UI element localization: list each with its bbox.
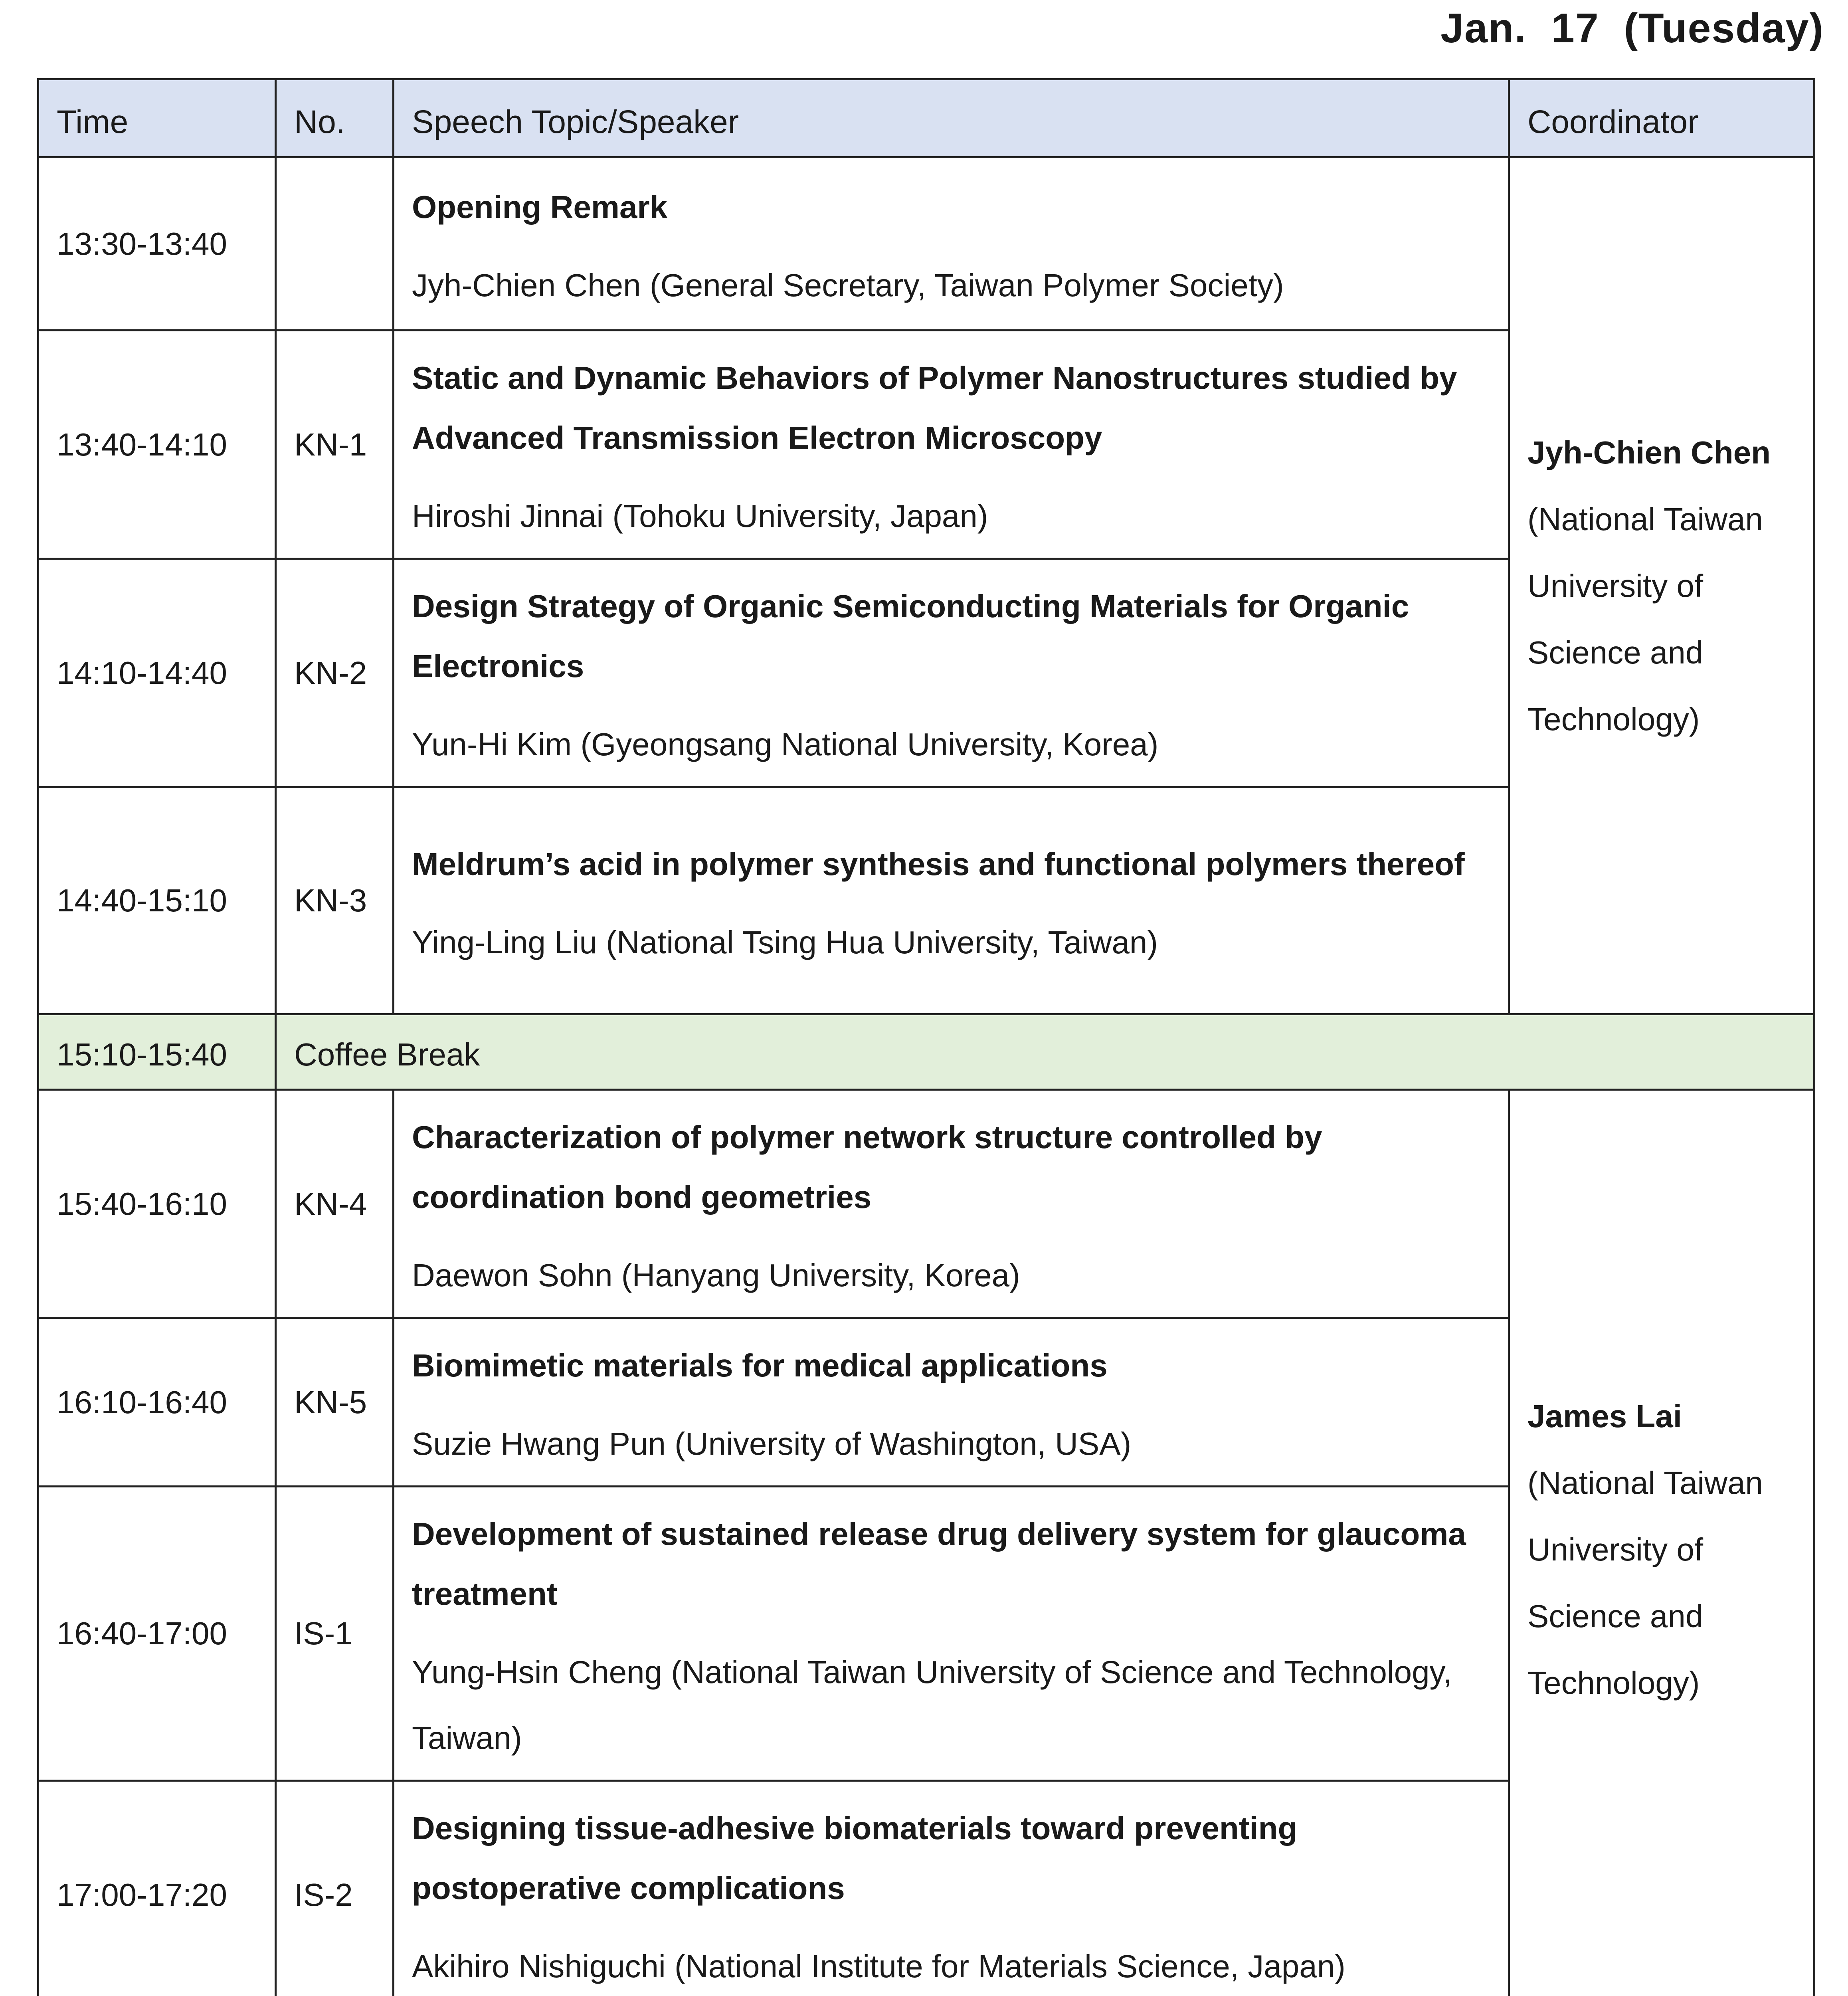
time-cell: 17:00-17:20 bbox=[38, 1781, 276, 1996]
no-cell: KN-3 bbox=[276, 787, 394, 1014]
talk-speaker: Yun-Hi Kim (Gyeongsang National University, Korea) bbox=[412, 711, 1490, 777]
talk-title: Opening Remark bbox=[412, 177, 1490, 237]
date-heading: Jan. 17 (Tuesday) bbox=[1440, 5, 1824, 52]
header-topic: Speech Topic/Speaker bbox=[394, 79, 1509, 157]
talk-title: Characterization of polymer network structure controlled by coordination bond geometries bbox=[412, 1107, 1490, 1227]
table-row bbox=[38, 1090, 1814, 1318]
time-cell: 16:10-16:40 bbox=[38, 1318, 276, 1487]
break-time: 15:10-15:40 bbox=[38, 1014, 276, 1090]
no-cell: IS-2 bbox=[276, 1781, 394, 1996]
header-coordinator: Coordinator bbox=[1509, 79, 1814, 157]
topic-cell bbox=[394, 1318, 1509, 1487]
talk-speaker: Ying-Ling Liu (National Tsing Hua University, Taiwan) bbox=[412, 909, 1490, 975]
coordinator-cell bbox=[1509, 1090, 1814, 1996]
topic-cell bbox=[394, 1781, 1509, 1996]
talk-speaker: Suzie Hwang Pun (University of Washington, USA) bbox=[412, 1411, 1490, 1477]
break-row bbox=[38, 1014, 1814, 1090]
topic-cell bbox=[394, 1487, 1509, 1781]
talk-title: Biomimetic materials for medical applications bbox=[412, 1336, 1490, 1396]
coordinator-affiliation: (National Taiwan University of Science and Technology) bbox=[1527, 1449, 1801, 1716]
time-cell: 15:40-16:10 bbox=[38, 1090, 276, 1318]
coordinator-affiliation: (National Taiwan University of Science and Technology) bbox=[1527, 486, 1801, 752]
table-row bbox=[38, 157, 1814, 331]
talk-speaker: Hiroshi Jinnai (Tohoku University, Japan) bbox=[412, 483, 1490, 549]
no-cell: KN-5 bbox=[276, 1318, 394, 1487]
time-cell: 13:40-14:10 bbox=[38, 331, 276, 559]
time-cell: 14:10-14:40 bbox=[38, 559, 276, 787]
no-cell: KN-1 bbox=[276, 331, 394, 559]
coordinator-cell bbox=[1509, 157, 1814, 1014]
no-cell: IS-1 bbox=[276, 1487, 394, 1781]
talk-title: Static and Dynamic Behaviors of Polymer Nanostructures studied by Advanced Transmission Electron Microscopy bbox=[412, 348, 1490, 468]
topic-cell bbox=[394, 331, 1509, 559]
schedule-table bbox=[37, 78, 1815, 1996]
topic-cell bbox=[394, 787, 1509, 1014]
topic-cell bbox=[394, 1090, 1509, 1318]
topic-cell bbox=[394, 559, 1509, 787]
talk-speaker: Akihiro Nishiguchi (National Institute for Materials Science, Japan) bbox=[412, 1933, 1490, 1996]
talk-title: Development of sustained release drug delivery system for glaucoma treatment bbox=[412, 1504, 1490, 1624]
time-cell: 13:30-13:40 bbox=[38, 157, 276, 331]
header-row bbox=[38, 79, 1814, 157]
talk-speaker: Daewon Sohn (Hanyang University, Korea) bbox=[412, 1242, 1490, 1308]
coordinator-name: Jyh-Chien Chen bbox=[1527, 419, 1801, 486]
topic-cell bbox=[394, 157, 1509, 331]
talk-title: Designing tissue-adhesive biomaterials toward preventing postoperative complications bbox=[412, 1798, 1490, 1918]
no-cell bbox=[276, 157, 394, 331]
coordinator-name: James Lai bbox=[1527, 1383, 1801, 1449]
no-cell: KN-2 bbox=[276, 559, 394, 787]
break-label: Coffee Break bbox=[276, 1014, 1814, 1090]
time-cell: 14:40-15:10 bbox=[38, 787, 276, 1014]
talk-title: Design Strategy of Organic Semiconducting Materials for Organic Electronics bbox=[412, 576, 1490, 696]
header-no: No. bbox=[276, 79, 394, 157]
talk-speaker: Jyh-Chien Chen (General Secretary, Taiwan Polymer Society) bbox=[412, 252, 1490, 318]
talk-speaker: Yung-Hsin Cheng (National Taiwan University of Science and Technology, Taiwan) bbox=[412, 1639, 1490, 1771]
talk-title: Meldrum’s acid in polymer synthesis and functional polymers thereof bbox=[412, 834, 1490, 894]
no-cell: KN-4 bbox=[276, 1090, 394, 1318]
time-cell: 16:40-17:00 bbox=[38, 1487, 276, 1781]
header-time: Time bbox=[38, 79, 276, 157]
